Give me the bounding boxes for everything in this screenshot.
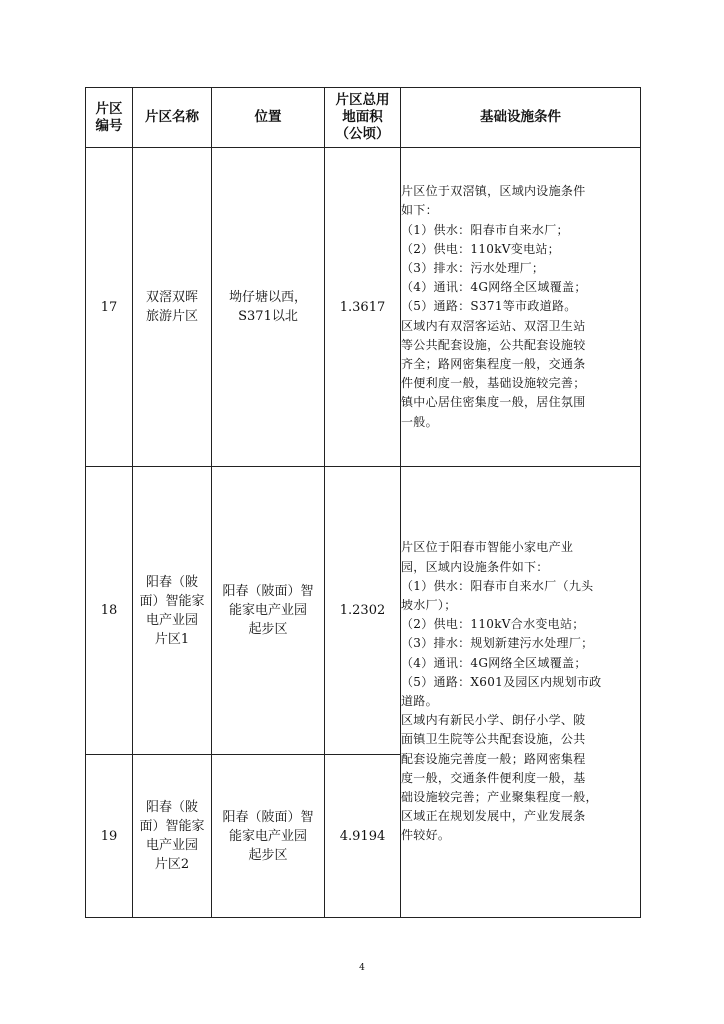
text-line: （公顷）: [335, 126, 390, 142]
text-line: 起步区: [248, 847, 288, 863]
text-line: 片区位于阳春市智能小家电产业: [401, 540, 574, 555]
text-line: （3）排水：规划新建污水处理厂；: [401, 636, 594, 651]
text-line: 片区位于双滘镇，区域内设施条件: [401, 184, 586, 199]
land-parcel-table: [85, 87, 641, 918]
text-line: 片区: [95, 100, 123, 117]
infrastructure-conditions: [401, 467, 641, 918]
header-parcel-id: [86, 88, 133, 148]
text-line: 电产业园: [145, 612, 198, 628]
text-line: 区域正在规划发展中，产业发展条: [401, 809, 586, 824]
parcel-id: 18: [86, 467, 133, 755]
header-parcel-name: [133, 88, 212, 148]
text-line: 坡水厂）；: [401, 597, 457, 612]
header-location: [212, 88, 325, 148]
parcel-id: 17: [86, 148, 133, 467]
text-line: （4）通讯：4G网络全区域覆盖；: [401, 655, 587, 670]
text-line: 片区名称: [145, 109, 199, 125]
text-line: 度一般，交通条件便利度一般，基: [401, 770, 586, 785]
text-line: 阳春（陂面）智: [222, 584, 314, 599]
text-line: 面）智能家: [139, 819, 205, 834]
text-line: 齐全；路网密集程度一般，交通条: [401, 357, 586, 371]
text-line: 编号: [95, 117, 123, 134]
text-line: 阳春（陂: [145, 800, 198, 815]
text-line: （5）通路：X601及园区内规划市政: [401, 674, 602, 689]
page-number: 4: [359, 963, 365, 973]
table-row: [86, 148, 641, 467]
text-line: 配套设施完善度一般；路网密集程: [401, 751, 586, 766]
text-line: 件较好。: [401, 828, 451, 843]
parcel-location: [212, 148, 325, 467]
text-line: （2）供电：110kV合水变电站；: [401, 617, 585, 632]
text-line: 园，区域内设施条件如下：: [401, 559, 549, 574]
text-line: 双滘双晖: [145, 290, 198, 305]
parcel-name: [133, 755, 212, 918]
text-line: 位置: [254, 109, 282, 125]
text-line: 地面积: [342, 109, 383, 125]
table-header-row: [86, 88, 641, 148]
text-line: （1）供水：阳春市自来水厂；: [401, 222, 569, 237]
text-line: 片区2: [154, 857, 190, 872]
infrastructure-conditions: [401, 148, 641, 467]
text-line: 础设施较完善；产业聚集程度一般，: [401, 790, 598, 805]
parcel-name: [133, 148, 212, 467]
table-row: [86, 467, 641, 755]
text-line: 区域内有新民小学、朗仔小学、陂: [401, 713, 586, 728]
text-line: 能家电产业园: [228, 828, 307, 844]
text-line: 旅游片区: [145, 309, 198, 324]
text-line: 区域内有双滘客运站、双滘卫生站: [401, 318, 586, 333]
parcel-location: [212, 755, 325, 918]
header-infrastructure: [401, 88, 641, 148]
parcel-location: [212, 467, 325, 755]
parcel-area: 4.9194: [325, 755, 401, 918]
parcel-area: 1.2302: [325, 467, 401, 755]
text-line: 阳春（陂面）智: [222, 809, 314, 825]
parcel-name: [133, 467, 212, 755]
text-line: 一般。: [401, 414, 438, 429]
text-line: 面镇卫生院等公共配套设施，公共: [401, 732, 586, 747]
text-line: （1）供水：阳春市自来水厂（九头: [401, 578, 594, 593]
text-line: 如下：: [401, 203, 438, 218]
text-line: 道路。: [401, 694, 438, 708]
text-line: （3）排水：污水处理厂；: [401, 260, 545, 275]
text-line: （2）供电：110kV变电站；: [401, 241, 560, 256]
text-line: 等公共配套设施，公共配套设施较: [401, 337, 586, 352]
text-line: 镇中心居住密集度一般，居住氛围: [401, 395, 586, 410]
text-line: （4）通讯：4G网络全区域覆盖；: [401, 280, 587, 295]
text-line: 面）智能家: [139, 593, 205, 609]
text-line: 起步区: [248, 622, 288, 637]
parcel-id: 19: [86, 755, 133, 918]
text-line: 阳春（陂: [145, 574, 198, 590]
text-line: 基础设施条件: [480, 109, 561, 125]
text-line: 能家电产业园: [228, 603, 307, 618]
text-line: 电产业园: [145, 838, 198, 853]
header-total-area: [325, 88, 401, 148]
parcel-area: 1.3617: [325, 148, 401, 467]
text-line: S371以北: [238, 309, 298, 324]
text-line: 片区总用: [335, 92, 390, 108]
text-line: 件便利度一般，基础设施较完善；: [401, 376, 586, 391]
text-line: 片区1: [154, 631, 190, 647]
text-line: 坳仔塘以西，: [228, 290, 307, 305]
text-line: （5）通路：S371等市政道路。: [401, 299, 577, 314]
